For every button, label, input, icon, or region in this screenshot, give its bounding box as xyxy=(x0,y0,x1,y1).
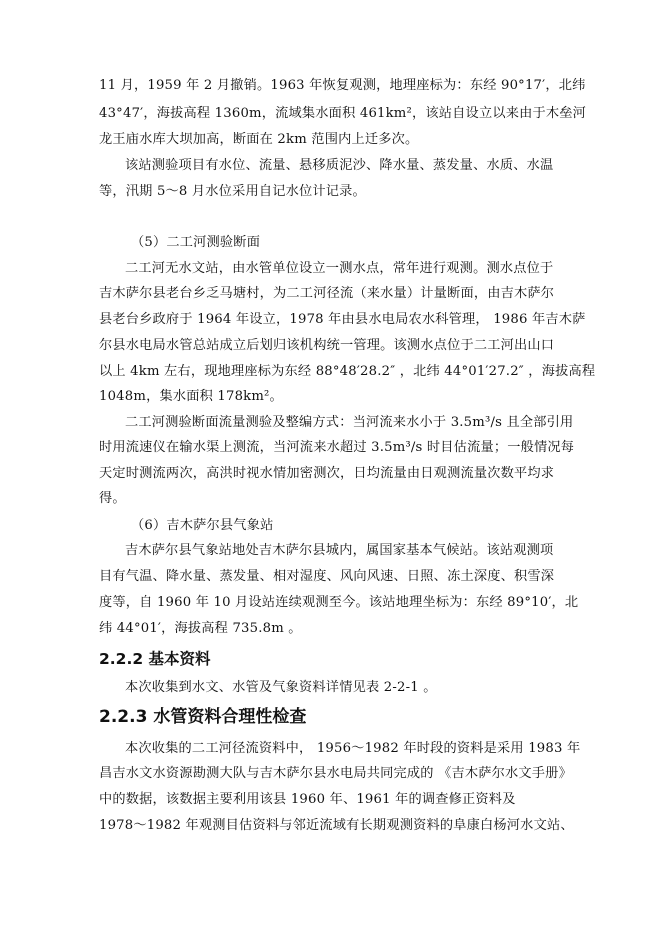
text-line: 得。 xyxy=(99,491,126,506)
text-line: 目有气温、降水量、蒸发量、相对湿度、风向风速、日照、冻土深度、积雪深 xyxy=(99,569,555,584)
text-line: 以上 4km 左右，现地理座标为东经 88°48′28.2″ ，北纬 44°01′27.2″ ，海拔高程 xyxy=(99,364,596,379)
text-line: 11 月，1959 年 2 月撤销。1963 年恢复观测，地理座标为：东经 90°17′，北纬 xyxy=(99,78,586,93)
text-line: 二工河无水文站，由水管单位设立一测水点，常年进行观测。测水点位于 xyxy=(125,261,554,276)
text-line: 尔县水电局水管总站成立后划归该机构统一管理。该测水点位于二工河出山口 xyxy=(99,338,555,353)
text-line: 本次收集的二工河径流资料中， 1956～1982 年时段的资料是采用 1983 年 xyxy=(125,741,581,756)
text-line: 1048m，集水面积 178km²。 xyxy=(99,389,283,404)
text-line: 天定时测流两次，高洪时视水情加密测次，日均流量由日观测流量次数平均求 xyxy=(99,466,555,481)
text-line: 中的数据，该数据主要利用该县 1960 年、1961 年的调查修正资料及 xyxy=(99,792,516,807)
text-line: 时用流速仪在输水渠上测流，当河流来水超过 3.5m³/s 时目估流量；一般情况每 xyxy=(99,440,575,455)
text-line: 43°47′，海拔高程 1360m，流域集水面积 461km²，该站自设立以来由于木垒河 xyxy=(99,106,587,121)
text-line: 吉木萨尔县老台乡乏马塘村，为二工河径流（来水量）计量断面，由吉木萨尔 xyxy=(99,286,555,301)
subsection-title: （5）二工河测验断面 xyxy=(131,235,261,250)
text-line: 度等，自 1960 年 10 月设站连续观测至今。该站地理坐标为：东经 89°10′，北 xyxy=(99,595,579,610)
text-line: 县老台乡政府于 1964 年设立，1978 年由县水电局农水科管理， 1986 年吉木萨 xyxy=(99,312,586,327)
text-line: 纬 44°01′，海拔高程 735.8m 。 xyxy=(99,621,302,636)
text-line: 龙王庙水库大坝加高，断面在 2km 范围内上迁多次。 xyxy=(99,132,419,147)
text-line: 昌吉水文水资源勘测大队与吉木萨尔县水电局共同完成的 《吉木萨尔水文手册》 xyxy=(99,766,572,781)
text-line: 1978～1982 年观测目估资料与邻近流域有长期观测资料的阜康白杨河水文站、 xyxy=(99,818,574,833)
text-line: 吉木萨尔县气象站地处吉木萨尔县城内，属国家基本气候站。该站观测项 xyxy=(125,543,554,558)
section-heading: 2.2.3 水管资料合理性检查 xyxy=(99,707,307,727)
text-line: 二工河测验断面流量测验及整编方式：当河流来水小于 3.5m³/s 且全部引用 xyxy=(125,415,574,430)
section-heading: 2.2.2 基本资料 xyxy=(99,650,211,668)
text-line: 本次收集到水文、水管及气象资料详情见表 2-2-1 。 xyxy=(125,680,437,695)
text-line: 等，汛期 5～8 月水位采用自记水位计记录。 xyxy=(99,184,366,199)
text-line: 该站测验项目有水位、流量、悬移质泥沙、降水量、蒸发量、水质、水温 xyxy=(125,158,554,173)
subsection-title: （6）吉木萨尔县气象站 xyxy=(131,518,274,533)
